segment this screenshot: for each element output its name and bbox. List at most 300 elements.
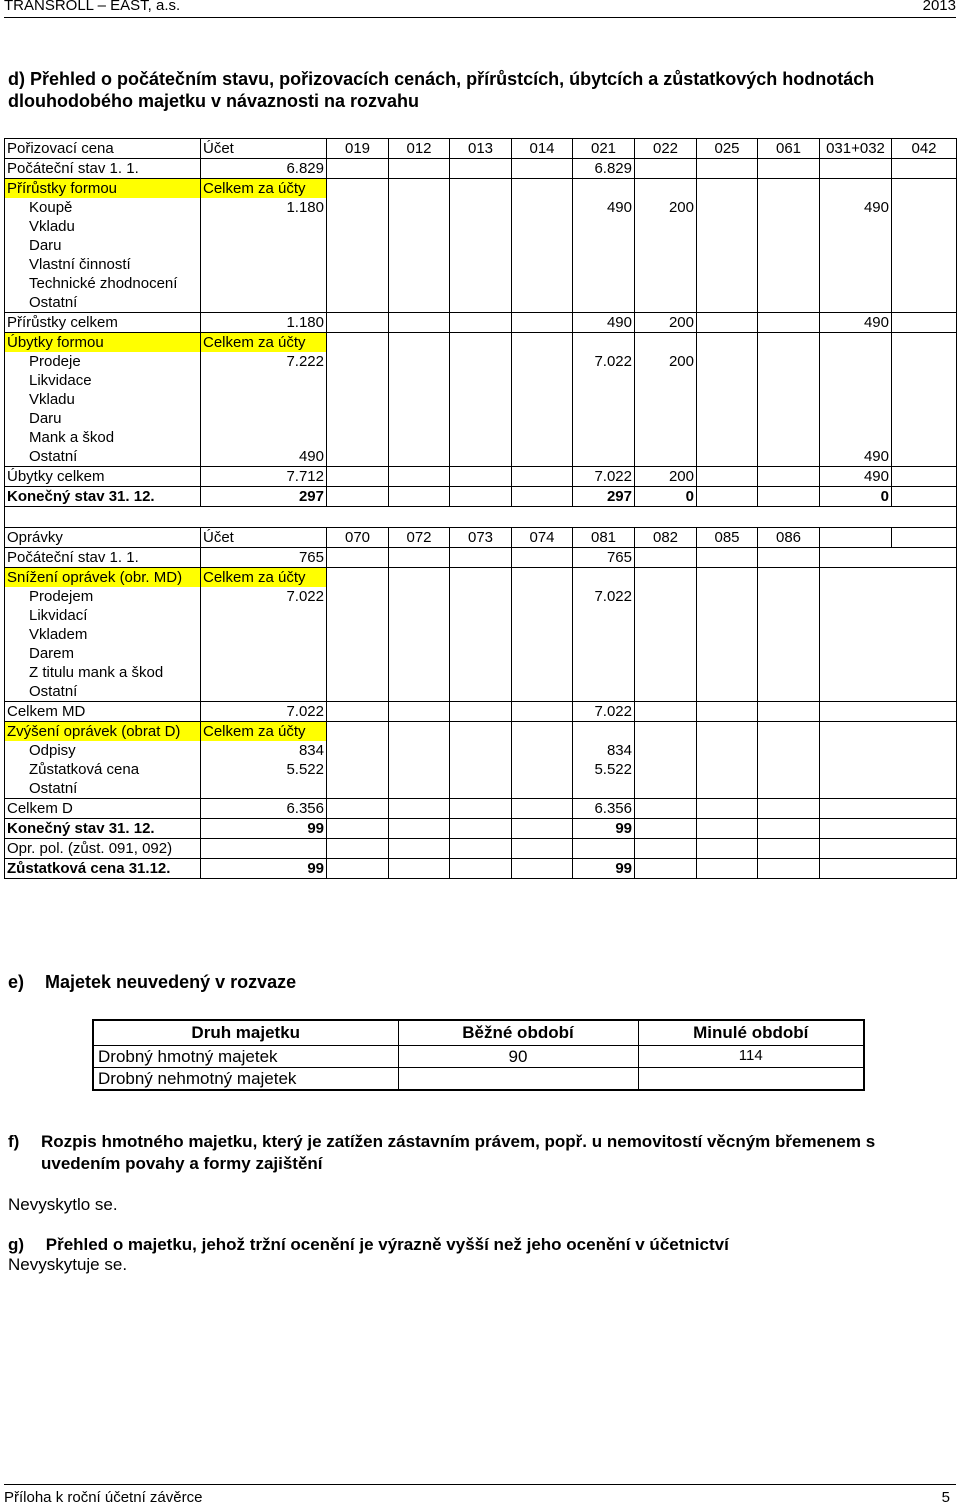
table-cell: 99 xyxy=(573,859,635,879)
table-cell xyxy=(758,274,820,293)
table-cell: 5.522 xyxy=(573,760,635,779)
table-cell xyxy=(892,467,957,487)
section-g-title xyxy=(8,1235,729,1255)
table-cell xyxy=(450,548,512,568)
table-cell xyxy=(512,487,573,507)
row-label: Počáteční stav 1. 1. xyxy=(5,159,201,179)
table-cell xyxy=(450,741,512,760)
table-cell xyxy=(697,409,758,428)
table-cell: 490 xyxy=(820,447,892,467)
table-cell xyxy=(758,799,820,819)
row-label: Ostatní xyxy=(5,779,201,799)
page-footer xyxy=(4,1486,956,1508)
table-cell xyxy=(635,702,697,722)
table-cell xyxy=(892,217,957,236)
section-d-title xyxy=(8,68,938,112)
table-cell xyxy=(512,568,573,588)
spacer-cell xyxy=(892,507,957,528)
table-cell xyxy=(758,587,820,606)
table-cell xyxy=(512,179,573,199)
table-cell xyxy=(512,198,573,217)
table-cell: Drobný nehmotný majetek xyxy=(93,1068,398,1091)
table-cell xyxy=(389,236,450,255)
table-cell xyxy=(697,447,758,467)
section-f-note: Nevyskytlo se. xyxy=(8,1195,118,1214)
table-cell xyxy=(892,390,957,409)
table-cell xyxy=(892,447,957,467)
table-cell xyxy=(450,819,512,839)
table-cell xyxy=(389,159,450,179)
column-header: Oprávky xyxy=(5,528,201,548)
row-label: Vkladu xyxy=(5,390,201,409)
table-cell xyxy=(697,760,758,779)
total-cell xyxy=(201,663,327,682)
table-cell xyxy=(327,428,389,447)
table-cell xyxy=(697,487,758,507)
section-e-title xyxy=(8,972,296,993)
table-cell: 297 xyxy=(573,487,635,507)
table-cell xyxy=(697,799,758,819)
table-cell xyxy=(512,274,573,293)
table-cell xyxy=(450,568,512,588)
table-cell xyxy=(697,179,758,199)
table-cell xyxy=(450,159,512,179)
table-cell xyxy=(327,779,389,799)
column-header: 019 xyxy=(327,139,389,159)
table-cell xyxy=(327,682,389,702)
footer-divider xyxy=(4,1484,956,1485)
table-cell xyxy=(892,799,957,819)
table-cell xyxy=(573,625,635,644)
table-cell xyxy=(450,217,512,236)
table-cell xyxy=(573,179,635,199)
table-cell xyxy=(573,274,635,293)
table-cell xyxy=(512,159,573,179)
table-cell xyxy=(327,236,389,255)
table-cell xyxy=(635,859,697,879)
table-cell xyxy=(892,313,957,333)
table-cell xyxy=(892,568,957,588)
table-cell xyxy=(450,760,512,779)
table-cell xyxy=(389,409,450,428)
table-cell xyxy=(389,644,450,663)
table-cell xyxy=(327,722,389,742)
table-cell xyxy=(758,702,820,722)
total-cell: 490 xyxy=(201,447,327,467)
table-row xyxy=(5,255,957,274)
table-cell xyxy=(512,644,573,663)
table-cell xyxy=(512,371,573,390)
row-label: Celkem D xyxy=(5,799,201,819)
table-cell xyxy=(389,352,450,371)
total-cell xyxy=(201,371,327,390)
table-cell xyxy=(635,760,697,779)
table-cell xyxy=(635,606,697,625)
table-cell xyxy=(758,390,820,409)
table-cell xyxy=(327,293,389,313)
table-cell xyxy=(697,644,758,663)
table-cell xyxy=(758,606,820,625)
column-header: 014 xyxy=(512,139,573,159)
table-row xyxy=(5,741,957,760)
table-cell xyxy=(573,255,635,274)
spacer-cell xyxy=(5,507,201,528)
table-cell xyxy=(820,741,892,760)
row-label: Zvýšení oprávek (obrat D) xyxy=(5,722,201,742)
table-cell xyxy=(758,352,820,371)
total-cell xyxy=(201,779,327,799)
total-cell xyxy=(201,255,327,274)
table-cell xyxy=(697,159,758,179)
table-cell xyxy=(635,428,697,447)
total-cell: 6.356 xyxy=(201,799,327,819)
table-cell xyxy=(820,819,892,839)
table-cell xyxy=(758,663,820,682)
table-cell xyxy=(389,760,450,779)
table-row xyxy=(5,467,957,487)
table-cell xyxy=(512,722,573,742)
spacer-cell xyxy=(697,507,758,528)
table-row xyxy=(5,859,957,879)
table-cell xyxy=(820,293,892,313)
table-cell xyxy=(697,371,758,390)
table-cell xyxy=(820,644,892,663)
column-header: 061 xyxy=(758,139,820,159)
table-cell xyxy=(450,663,512,682)
table-cell xyxy=(635,159,697,179)
table-cell xyxy=(512,859,573,879)
column-header: 012 xyxy=(389,139,450,159)
column-header: 086 xyxy=(758,528,820,548)
table-cell xyxy=(635,274,697,293)
total-cell: 6.829 xyxy=(201,159,327,179)
table-cell xyxy=(450,371,512,390)
table-cell xyxy=(450,487,512,507)
table-cell xyxy=(697,779,758,799)
table-cell xyxy=(512,799,573,819)
table-cell xyxy=(389,625,450,644)
row-label: Úbytky formou xyxy=(5,333,201,353)
table-cell xyxy=(389,819,450,839)
table-cell xyxy=(758,760,820,779)
column-header: 074 xyxy=(512,528,573,548)
table-cell xyxy=(327,467,389,487)
table-row xyxy=(5,313,957,333)
table-cell xyxy=(892,625,957,644)
table-cell xyxy=(512,333,573,353)
total-cell xyxy=(201,625,327,644)
table-cell xyxy=(573,682,635,702)
table-cell xyxy=(327,487,389,507)
page-number: 5 xyxy=(941,1489,950,1506)
table-cell xyxy=(635,839,697,859)
total-cell: 1.180 xyxy=(201,198,327,217)
table-cell xyxy=(892,198,957,217)
table-cell xyxy=(389,313,450,333)
table-cell xyxy=(697,819,758,839)
table-cell xyxy=(758,839,820,859)
table-cell xyxy=(512,447,573,467)
table-row xyxy=(5,274,957,293)
table-cell xyxy=(450,625,512,644)
table-cell xyxy=(635,293,697,313)
total-cell: 99 xyxy=(201,819,327,839)
company-name: TRANSROLL – EAST, a.s. xyxy=(4,0,181,14)
table-row xyxy=(5,371,957,390)
table-cell xyxy=(327,663,389,682)
section-g-text: Přehled o majetku, jehož tržní ocenění je výrazně vyšší než jeho ocenění v účetnictví xyxy=(45,1235,729,1254)
table-cell xyxy=(450,293,512,313)
table-cell xyxy=(758,625,820,644)
row-label: Vkladem xyxy=(5,625,201,644)
table-cell xyxy=(389,722,450,742)
table-cell: 200 xyxy=(635,313,697,333)
unrecorded-assets-table xyxy=(92,1019,865,1091)
table-cell xyxy=(512,313,573,333)
table-cell xyxy=(635,722,697,742)
total-cell: 7.222 xyxy=(201,352,327,371)
column-header: 070 xyxy=(327,528,389,548)
table-cell xyxy=(450,390,512,409)
table-cell xyxy=(892,487,957,507)
table-cell xyxy=(635,799,697,819)
table-cell xyxy=(635,568,697,588)
table-cell xyxy=(892,741,957,760)
table-row xyxy=(5,587,957,606)
table-row xyxy=(5,428,957,447)
total-cell xyxy=(201,839,327,859)
table-cell xyxy=(892,159,957,179)
table-cell xyxy=(820,274,892,293)
table-cell xyxy=(892,409,957,428)
spacer-cell xyxy=(201,507,327,528)
table-cell: 7.022 xyxy=(573,702,635,722)
table-cell xyxy=(892,839,957,859)
table-cell xyxy=(758,179,820,199)
table-cell xyxy=(450,236,512,255)
total-cell xyxy=(201,409,327,428)
table-row xyxy=(5,819,957,839)
table-cell: Drobný hmotný majetek xyxy=(93,1046,398,1068)
column-header: 073 xyxy=(450,528,512,548)
table-cell xyxy=(573,217,635,236)
total-cell: 765 xyxy=(201,548,327,568)
table-cell xyxy=(758,722,820,742)
table-cell xyxy=(635,779,697,799)
table-cell xyxy=(697,293,758,313)
spacer-cell xyxy=(389,507,450,528)
column-header: 021 xyxy=(573,139,635,159)
table-cell xyxy=(820,568,892,588)
spacer-cell xyxy=(327,507,389,528)
row-label: Přírůstky formou xyxy=(5,179,201,199)
column-header: Účet xyxy=(201,528,327,548)
total-cell: 297 xyxy=(201,487,327,507)
table-cell xyxy=(635,682,697,702)
table-cell xyxy=(389,587,450,606)
table-cell xyxy=(389,179,450,199)
table-cell xyxy=(697,352,758,371)
table-row xyxy=(5,644,957,663)
table-row xyxy=(93,1046,864,1068)
table-cell xyxy=(327,625,389,644)
table-cell xyxy=(450,799,512,819)
table-cell xyxy=(512,428,573,447)
column-header: 081 xyxy=(573,528,635,548)
row-label: Celkem MD xyxy=(5,702,201,722)
table-cell xyxy=(327,839,389,859)
table-cell xyxy=(758,568,820,588)
table-cell xyxy=(697,274,758,293)
table-cell xyxy=(450,467,512,487)
table-cell xyxy=(450,606,512,625)
row-label: Konečný stav 31. 12. xyxy=(5,819,201,839)
table-cell xyxy=(389,682,450,702)
table-cell xyxy=(512,839,573,859)
table-cell xyxy=(635,548,697,568)
table-row xyxy=(5,198,957,217)
table-cell xyxy=(512,293,573,313)
table-cell: 200 xyxy=(635,352,697,371)
table-cell xyxy=(512,255,573,274)
table-cell xyxy=(327,760,389,779)
table-cell xyxy=(758,371,820,390)
column-header: Pořizovací cena xyxy=(5,139,201,159)
row-label: Koupě xyxy=(5,198,201,217)
table-cell xyxy=(758,644,820,663)
section-e-text: Majetek neuvedený v rozvaze xyxy=(45,972,297,992)
table-cell xyxy=(892,293,957,313)
column-header: Druh majetku xyxy=(93,1020,398,1046)
table-cell xyxy=(512,467,573,487)
table-cell xyxy=(697,548,758,568)
table-cell xyxy=(327,313,389,333)
table-cell xyxy=(398,1068,638,1091)
table-cell: 490 xyxy=(820,198,892,217)
table-cell xyxy=(635,644,697,663)
table-cell xyxy=(450,198,512,217)
table-row xyxy=(5,487,957,507)
section-f-title xyxy=(8,1131,938,1175)
total-cell: Celkem za účty xyxy=(201,333,327,353)
table-cell xyxy=(389,217,450,236)
table-row xyxy=(5,722,957,742)
table-cell xyxy=(450,428,512,447)
table-cell xyxy=(635,741,697,760)
table-cell xyxy=(892,702,957,722)
table-cell xyxy=(697,428,758,447)
table-row xyxy=(5,447,957,467)
table-cell xyxy=(573,447,635,467)
column-header: 022 xyxy=(635,139,697,159)
total-cell: 7.712 xyxy=(201,467,327,487)
section-g-label: g) xyxy=(8,1235,25,1254)
table-row xyxy=(5,333,957,353)
total-cell: 99 xyxy=(201,859,327,879)
table-cell xyxy=(327,644,389,663)
table-cell xyxy=(892,606,957,625)
column-header: 042 xyxy=(892,139,957,159)
table-cell xyxy=(450,255,512,274)
row-label: Opr. pol. (zůst. 091, 092) xyxy=(5,839,201,859)
table-cell xyxy=(820,390,892,409)
table-cell: 834 xyxy=(573,741,635,760)
table-cell xyxy=(758,682,820,702)
asset-table xyxy=(4,138,957,879)
spacer-cell xyxy=(573,507,635,528)
table-row xyxy=(5,702,957,722)
section-d-text: Přehled o počátečním stavu, pořizovacích cenách, přírůstcích, úbytcích a zůstatkových hodnotách dlouhodobého majetku v návaznosti na rozvahu xyxy=(8,69,875,111)
total-cell: 834 xyxy=(201,741,327,760)
table-cell xyxy=(450,644,512,663)
section-f-label: f) xyxy=(8,1132,20,1151)
table-cell xyxy=(635,409,697,428)
section-d-label: d) xyxy=(8,69,25,89)
table-cell xyxy=(697,467,758,487)
table-cell: 490 xyxy=(820,467,892,487)
table-cell xyxy=(450,587,512,606)
table-cell xyxy=(327,390,389,409)
table-cell xyxy=(697,663,758,682)
section-g-note: Nevyskytuje se. xyxy=(8,1255,128,1274)
row-label: Prodejem xyxy=(5,587,201,606)
table-cell xyxy=(450,779,512,799)
table-cell xyxy=(635,255,697,274)
spacer-cell xyxy=(450,507,512,528)
table-cell xyxy=(512,819,573,839)
table-cell xyxy=(892,428,957,447)
total-cell: 7.022 xyxy=(201,702,327,722)
row-label: Likvidace xyxy=(5,371,201,390)
table-cell xyxy=(327,217,389,236)
table-cell xyxy=(512,682,573,702)
table-cell: 200 xyxy=(635,467,697,487)
table-cell xyxy=(892,179,957,199)
total-cell xyxy=(201,293,327,313)
table-cell xyxy=(635,179,697,199)
table-cell: 490 xyxy=(573,198,635,217)
table-cell xyxy=(450,409,512,428)
row-label: Ostatní xyxy=(5,293,201,313)
column-header: 025 xyxy=(697,139,758,159)
table-cell: 90 xyxy=(398,1046,638,1068)
table-cell xyxy=(758,255,820,274)
table-cell xyxy=(512,663,573,682)
table-cell xyxy=(892,722,957,742)
table-row xyxy=(5,217,957,236)
table-cell xyxy=(512,390,573,409)
table-row xyxy=(5,760,957,779)
table-cell xyxy=(697,741,758,760)
table-cell: 7.022 xyxy=(573,587,635,606)
table-cell xyxy=(512,587,573,606)
table-header-row xyxy=(5,528,957,548)
table-cell xyxy=(573,722,635,742)
row-label: Konečný stav 31. 12. xyxy=(5,487,201,507)
row-label: Mank a škod xyxy=(5,428,201,447)
row-label: Vkladu xyxy=(5,217,201,236)
table-cell xyxy=(327,819,389,839)
column-header: 082 xyxy=(635,528,697,548)
column-header: Minulé období xyxy=(638,1020,864,1046)
spacer-cell xyxy=(820,507,892,528)
table-cell xyxy=(389,839,450,859)
table-row xyxy=(5,663,957,682)
row-label: Úbytky celkem xyxy=(5,467,201,487)
spacer-cell xyxy=(635,507,697,528)
spacer-cell xyxy=(512,507,573,528)
column-header: 031+032 xyxy=(820,139,892,159)
